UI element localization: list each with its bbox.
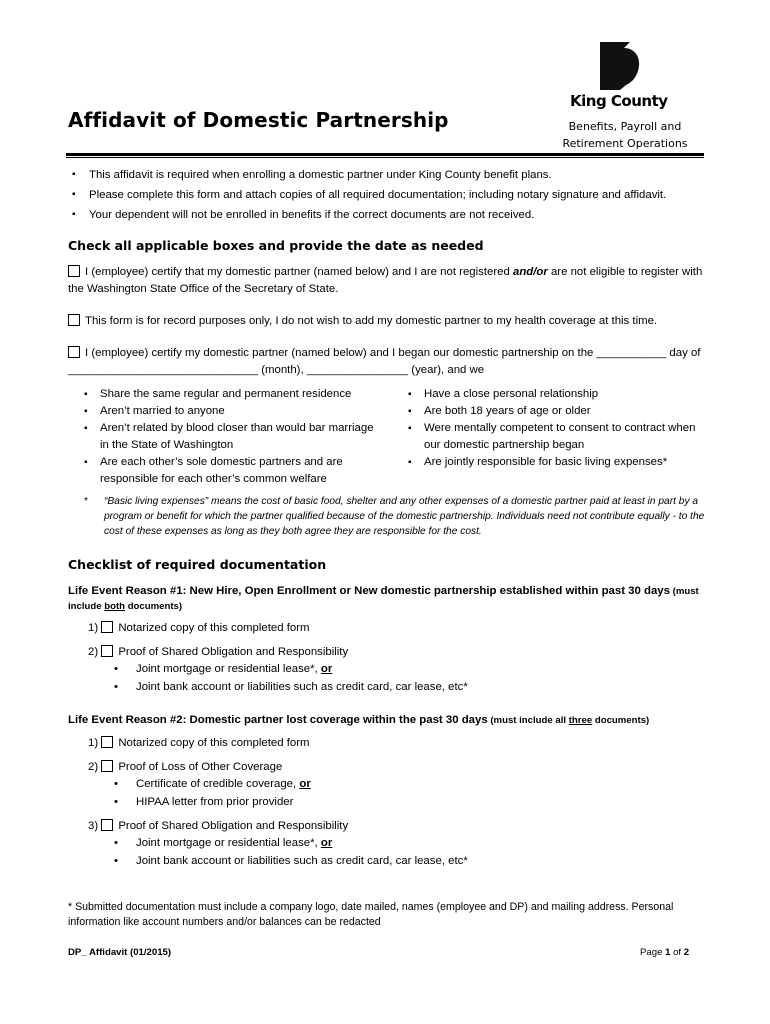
checkbox-icon[interactable] — [101, 621, 113, 633]
subitem-label: Joint mortgage or residential lease*, — [136, 837, 321, 849]
criteria-right — [408, 386, 708, 471]
bullet-icon: • — [114, 796, 118, 808]
intro-item: ▪ Please complete this form and attach copies of all required documentation; including notary signature and affidavit. — [70, 185, 666, 205]
item-number: 2) — [88, 761, 99, 773]
item-label: Proof of Shared Obligation and Responsibility — [118, 820, 349, 832]
item-number: 1) — [88, 622, 99, 634]
certification-2 — [68, 313, 708, 330]
reason1-suffix-u: both — [104, 601, 126, 612]
checkbox-icon[interactable] — [101, 760, 113, 772]
item-label: Notarized copy of this completed form — [118, 737, 310, 749]
reason2-suffix-a: (must include all — [487, 715, 569, 726]
reason1-suffix: (must — [669, 586, 699, 597]
intro-list — [70, 165, 666, 225]
page-current: 1 — [665, 947, 671, 958]
item-label: Notarized copy of this completed form — [118, 622, 310, 634]
criteria-item: ▪ Share the same regular and permanent residence — [84, 386, 404, 403]
criteria-item: ▪ Aren’t related by blood closer than would bar marriage — [84, 420, 404, 437]
bullet-icon: • — [114, 681, 118, 693]
criteria-item: ▪ Are jointly responsible for basic living expenses* — [408, 454, 708, 471]
documentation-footnote: * Submitted documentation must include a company logo, date mailed, names (employee and DP) and mailing address. Personal information like account numbers and/or balances can be redacted — [68, 901, 674, 928]
checklist-item — [88, 819, 348, 832]
dept-line-2: Retirement Operations — [562, 137, 688, 150]
checkbox-icon[interactable] — [68, 314, 80, 326]
checklist-item — [88, 760, 282, 773]
subitem-or: or — [320, 837, 333, 849]
criteria-item-cont: in the State of Washington — [100, 439, 234, 451]
cert1-text-end: are not eligible to register with — [547, 266, 703, 278]
note-text: “Basic living expenses” means the cost of basic food, shelter and any other expenses of a domestic partner paid at least in part by a program or benefit for which the partner qualified because of the domestic partnership. Individuals need not contribute equally - to the cost of these expenses as long as they both agree they are responsible for the cost. — [104, 496, 705, 537]
checkbox-icon[interactable] — [68, 265, 80, 277]
page-label: Page — [640, 947, 666, 958]
form-id: DP_ Affidavit (01/2015) — [68, 947, 172, 958]
item-label: Proof of Shared Obligation and Responsibility — [118, 646, 349, 658]
checkbox-icon[interactable] — [68, 346, 80, 358]
cert1-text: I (employee) certify that my domestic partner (named below) and I are not registered — [85, 266, 513, 278]
checklist-subitem — [114, 796, 293, 808]
life-event-2-heading — [68, 713, 728, 728]
bullet-icon: • — [114, 837, 118, 849]
page-total: 2 — [683, 947, 690, 958]
checklist-subitem — [114, 681, 468, 693]
section-heading-check: Check all applicable boxes and provide the date as needed — [68, 238, 484, 253]
reason1-title: Life Event Reason #1: New Hire, Open Enrollment or New domestic partnership established within past 30 days — [68, 585, 670, 597]
item-number: 2) — [88, 646, 99, 658]
reason1-suffix-b: include — [68, 601, 105, 612]
criteria-item: ▪ Aren’t married to anyone — [84, 403, 404, 420]
checkbox-icon[interactable] — [101, 736, 113, 748]
criteria-left — [84, 386, 404, 488]
page-of: of — [670, 947, 684, 958]
checkbox-icon[interactable] — [101, 645, 113, 657]
criteria-item: ▪ Are both 18 years of age or older — [408, 403, 708, 420]
criteria-item-cont: our domestic partnership began — [424, 439, 585, 451]
cert3-line-2: ______________________________ (month), ________________ (year), and we — [68, 364, 485, 376]
page-number — [640, 947, 689, 958]
intro-item: ▪ This affidavit is required when enrolling a domestic partner under King County benefit plans. — [70, 165, 666, 185]
checklist-item — [88, 621, 310, 634]
checklist-item — [88, 645, 348, 658]
checklist-subitem — [114, 837, 332, 849]
note-asterisk: * — [84, 496, 88, 507]
cert1-line-2: the Washington State Office of the Secretary of State. — [68, 283, 339, 295]
reason2-title: Life Event Reason #2: Domestic partner lost coverage within the past 30 days — [68, 714, 488, 726]
bullet-icon: • — [114, 778, 118, 790]
checklist-item — [88, 736, 310, 749]
cert1-emphasis: and/or — [512, 266, 548, 278]
item-number: 1) — [88, 737, 99, 749]
department-name — [555, 118, 695, 152]
subitem-or: or — [320, 663, 333, 675]
bullet-icon: • — [114, 855, 118, 867]
item-number: 3) — [88, 820, 99, 832]
header-rule — [66, 153, 704, 156]
reason2-suffix-u: three — [568, 715, 593, 726]
criteria-item-cont: responsible for each other’s common welfare — [100, 473, 327, 485]
certification-1 — [68, 264, 708, 298]
reason1-suffix-c: documents) — [125, 601, 183, 612]
checklist-subitem — [114, 663, 332, 675]
bullet-icon: • — [114, 663, 118, 675]
subitem-or: or — [299, 778, 311, 790]
certification-3 — [68, 345, 708, 379]
checklist-subitem — [114, 778, 311, 790]
reason2-suffix-c: documents) — [592, 715, 650, 726]
section-heading-checklist: Checklist of required documentation — [68, 557, 327, 572]
basic-expenses-note — [84, 494, 708, 539]
criteria-item: ▪ Have a close personal relationship — [408, 386, 708, 403]
life-event-1-heading — [68, 584, 708, 614]
subitem-label: Joint bank account or liabilities such as credit card, car lease, etc* — [136, 681, 468, 693]
item-label: Proof of Loss of Other Coverage — [118, 761, 283, 773]
dept-line-1: Benefits, Payroll and — [568, 120, 682, 133]
page-title: Affidavit of Domestic Partnership — [68, 108, 449, 132]
subitem-label: Certificate of credible coverage, — [136, 778, 300, 790]
criteria-item: ▪ Were mentally competent to consent to contract when — [408, 420, 708, 437]
cert3-line-1: I (employee) certify my domestic partner (named below) and I began our domestic partnership on the ___________ day of — [85, 347, 701, 359]
header-rule-thin — [66, 157, 704, 158]
logo-name: King County — [570, 92, 668, 110]
checklist-subitem — [114, 855, 468, 867]
king-county-logo-icon — [600, 42, 650, 90]
cert2-text: This form is for record purposes only, I do not wish to add my domestic partner to my health coverage at this time. — [85, 315, 658, 327]
criteria-item: ▪ Are each other’s sole domestic partners and are — [84, 454, 404, 471]
subitem-label: HIPAA letter from prior provider — [136, 796, 294, 808]
intro-item: ▪ Your dependent will not be enrolled in benefits if the correct documents are not received. — [70, 205, 666, 225]
subitem-label: Joint mortgage or residential lease*, — [136, 663, 321, 675]
subitem-label: Joint bank account or liabilities such as credit card, car lease, etc* — [136, 855, 468, 867]
checkbox-icon[interactable] — [101, 819, 113, 831]
